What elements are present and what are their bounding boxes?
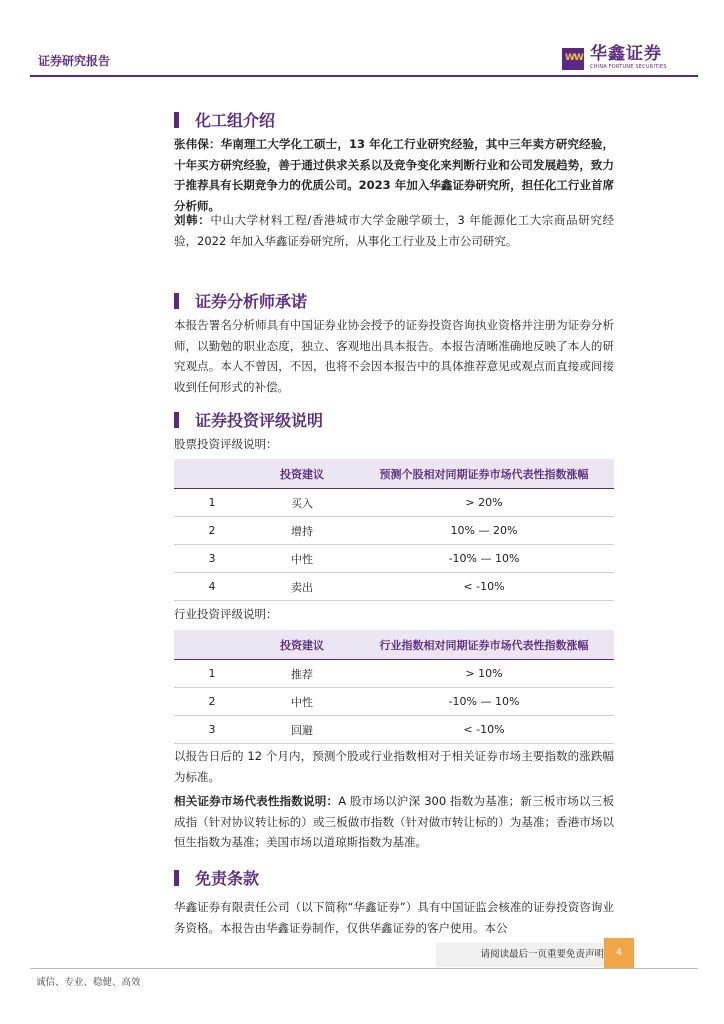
table-row (174, 517, 614, 545)
stock-rating-table (174, 459, 614, 601)
table-cell: < -10% (354, 573, 614, 601)
index-explanation-label: 相关证券市场代表性指数说明： (174, 794, 339, 808)
analyst-name: 刘韩： (174, 213, 211, 227)
table-cell: 4 (174, 573, 250, 601)
table-header-cell (174, 630, 250, 660)
footer-disclaimer-notice: 请阅读最后一页重要免责声明 (436, 943, 612, 967)
index-explanation (174, 791, 614, 853)
table-cell: 2 (174, 688, 250, 716)
table-cell: 卖出 (250, 573, 354, 601)
table-row (174, 688, 614, 716)
table-row (174, 573, 614, 601)
table-header-cell: 投资建议 (250, 459, 354, 489)
industry-rating-label: 行业投资评级说明： (174, 607, 278, 621)
table-header-cell: 投资建议 (250, 630, 354, 660)
table-cell: 10% — 20% (354, 517, 614, 545)
section-title: 证券投资评级说明 (195, 411, 324, 430)
section-team-heading (174, 108, 275, 131)
table-cell: -10% — 10% (354, 545, 614, 573)
table-cell: 中性 (250, 545, 354, 573)
table-row (174, 716, 614, 744)
section-marker-icon (174, 112, 179, 128)
company-logo (562, 44, 667, 70)
analyst-bio-text: 中山大学材料工程/香港城市大学金融学硕士，3 年能源化工大宗商品研究经验，2022 年加入华鑫证券研究所，从事化工行业及上市公司研究。 (174, 213, 615, 248)
disclaimer-text: 华鑫证券有限责任公司（以下简称“华鑫证券”）具有中国证监会核准的证券投资咨询业务资格。本报告由华鑫证券制作，仅供华鑫证券的客户使用。本公 (174, 900, 614, 935)
table-cell: > 10% (354, 660, 614, 688)
table-header-cell: 预测个股相对同期证券市场代表性指数涨幅 (354, 459, 614, 489)
report-type-label: 证券研究报告 (38, 54, 111, 68)
table-header-row (174, 630, 614, 660)
logo-chinese-name: 华鑫证券 (590, 44, 662, 64)
table-header-cell: 行业指数相对同期证券市场代表性指数涨幅 (354, 630, 614, 660)
table-row (174, 489, 614, 517)
section-title: 免责条款 (195, 869, 260, 888)
industry-rating-table (174, 630, 614, 744)
analyst-bio-liu (174, 210, 614, 251)
table-cell: 中性 (250, 688, 354, 716)
analyst-bio-zhang: 张伟保：华南理工大学化工硕士，13 年化工行业研究经验，其中三年卖方研究经验，十年买方研究经验，善于通过供求关系以及竞争变化来判断行业和公司发展趋势，致力于推荐具有长期竞争力的优质公司。2023 年加入华鑫证券研究所，担任化工行业首席分析师。 (174, 137, 614, 213)
page-number: 4 (604, 938, 634, 968)
table-cell: 3 (174, 716, 250, 744)
index-explanation-text: A 股市场以沪深 300 指数为基准；新三板市场以三板成指（针对协议转让标的）或三板做市指数（针对做市转让标的）为基准；香港市场以恒生指数为基准；美国市场以道琼斯指数为基准。 (174, 794, 615, 849)
section-title: 证券分析师承诺 (195, 292, 308, 311)
table-cell: < -10% (354, 716, 614, 744)
table-row (174, 660, 614, 688)
table-cell: 3 (174, 545, 250, 573)
table-cell: -10% — 10% (354, 688, 614, 716)
table-cell: 推荐 (250, 660, 354, 688)
logo-mark-icon: WW (562, 48, 584, 70)
table-header-cell (174, 459, 250, 489)
rating-period-note: 以报告日后的 12 个月内，预测个股或行业指数相对于相关证券市场主要指数的涨跌幅为标准。 (174, 749, 614, 784)
section-marker-icon (174, 870, 179, 886)
logo-english-name: CHINA FORTUNE SECURITIES (590, 64, 667, 70)
footer-divider (30, 968, 698, 969)
table-cell: 1 (174, 489, 250, 517)
table-cell: > 20% (354, 489, 614, 517)
table-cell: 增持 (250, 517, 354, 545)
table-cell: 回避 (250, 716, 354, 744)
section-title: 化工组介绍 (195, 111, 276, 130)
table-cell: 2 (174, 517, 250, 545)
section-marker-icon (174, 293, 179, 309)
section-disclaimer-heading (174, 866, 259, 889)
table-cell: 买入 (250, 489, 354, 517)
section-commitment-heading (174, 289, 307, 312)
company-motto: 诚信、专业、稳健、高效 (36, 977, 141, 988)
section-marker-icon (174, 412, 179, 428)
stock-rating-label: 股票投资评级说明： (174, 437, 278, 451)
table-cell: 1 (174, 660, 250, 688)
table-header-row (174, 459, 614, 489)
table-row (174, 545, 614, 573)
header-divider (30, 75, 698, 77)
section-rating-heading (174, 408, 323, 431)
commitment-text: 本报告署名分析师具有中国证券业协会授予的证券投资咨询执业资格并注册为证券分析师，以勤勉的职业态度，独立、客观地出具本报告。本报告清晰准确地反映了本人的研究观点。本人不曾因，不因，也将不会因本报告中的具体推荐意见或观点而直接或间接收到任何形式的补偿。 (174, 318, 614, 394)
